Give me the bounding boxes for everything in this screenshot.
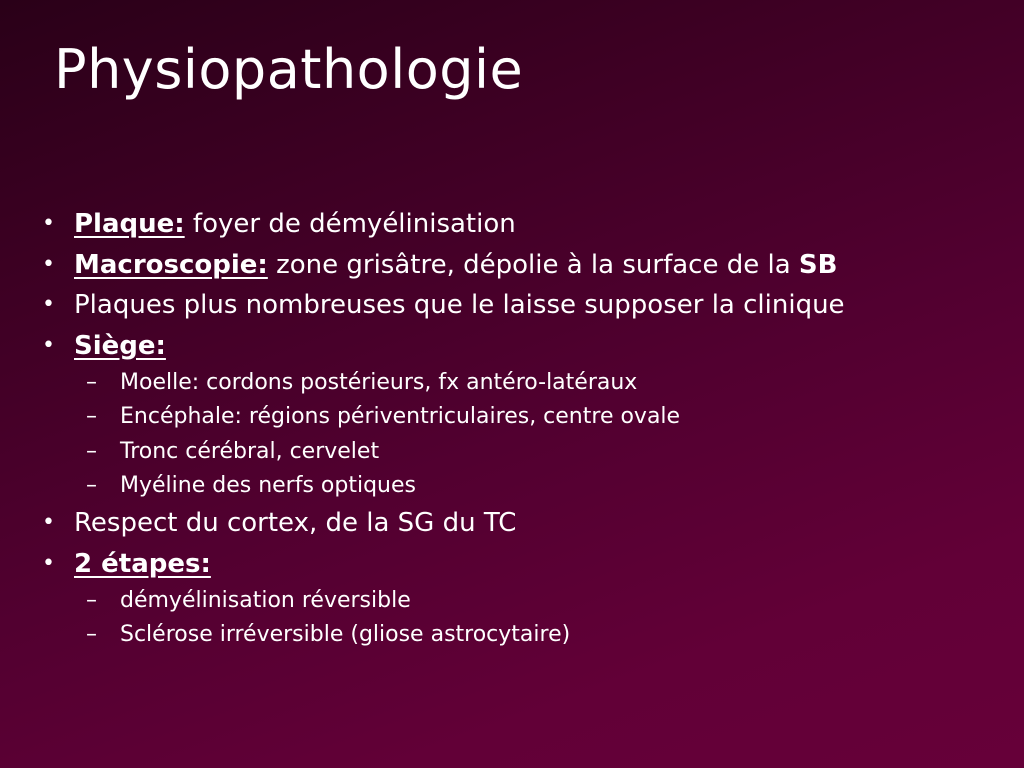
slide-title: Physiopathologie [54, 38, 524, 101]
bullet-item-siege [42, 326, 1002, 367]
dash-icon: – [86, 404, 97, 430]
sub-item [42, 400, 1002, 434]
sub-item-text: Moelle: cordons postérieurs, fx antéro-latéraux [120, 370, 638, 395]
sub-item-text: Encéphale: régions périventriculaires, centre ovale [120, 404, 681, 430]
sub-item-text: démyélinisation réversible [120, 588, 411, 614]
bullet-item-etapes [42, 544, 1002, 585]
bullet-text: Respect du cortex, de la SG du TC [74, 508, 517, 539]
bullet-label: Plaque: [74, 209, 185, 239]
sub-item-text: Tronc cérébral, cervelet [120, 438, 380, 464]
bullet-icon: • [42, 332, 55, 358]
bullet-icon: • [42, 251, 55, 277]
sub-item [42, 435, 1002, 469]
dash-icon: – [86, 370, 97, 395]
sub-item [42, 584, 1002, 618]
bullet-item-plaque [42, 204, 1002, 245]
bullet-icon: • [42, 211, 55, 236]
dash-icon: – [86, 472, 97, 498]
bullet-text: zone grisâtre, dépolie à la surface de la [267, 249, 799, 280]
bullet-label: Macroscopie: [74, 249, 268, 280]
bullet-item-plaques [42, 285, 1002, 326]
dash-icon: – [86, 438, 97, 464]
bullet-label: Siège: [74, 330, 166, 361]
bullet-icon: • [42, 292, 55, 317]
bullet-text: foyer de démyélinisation [184, 209, 516, 239]
sub-item-text: Sclérose irréversible (gliose astrocytaire) [120, 622, 571, 648]
bullet-item-respect [42, 503, 1002, 544]
sub-item [42, 366, 1002, 400]
bullet-text: Plaques plus nombreuses que le laisse supposer la clinique [74, 290, 845, 320]
bullet-list [42, 204, 1002, 653]
dash-icon: – [86, 622, 97, 648]
sub-item [42, 469, 1002, 503]
bullet-item-macroscopie [42, 245, 1002, 286]
dash-icon: – [86, 588, 97, 614]
bullet-icon: • [42, 510, 55, 536]
sub-item [42, 618, 1002, 652]
bullet-emphasis: SB [798, 249, 838, 280]
bullet-icon: • [42, 550, 55, 576]
bullet-label: 2 étapes: [74, 548, 211, 579]
sub-item-text: Myéline des nerfs optiques [120, 472, 416, 498]
